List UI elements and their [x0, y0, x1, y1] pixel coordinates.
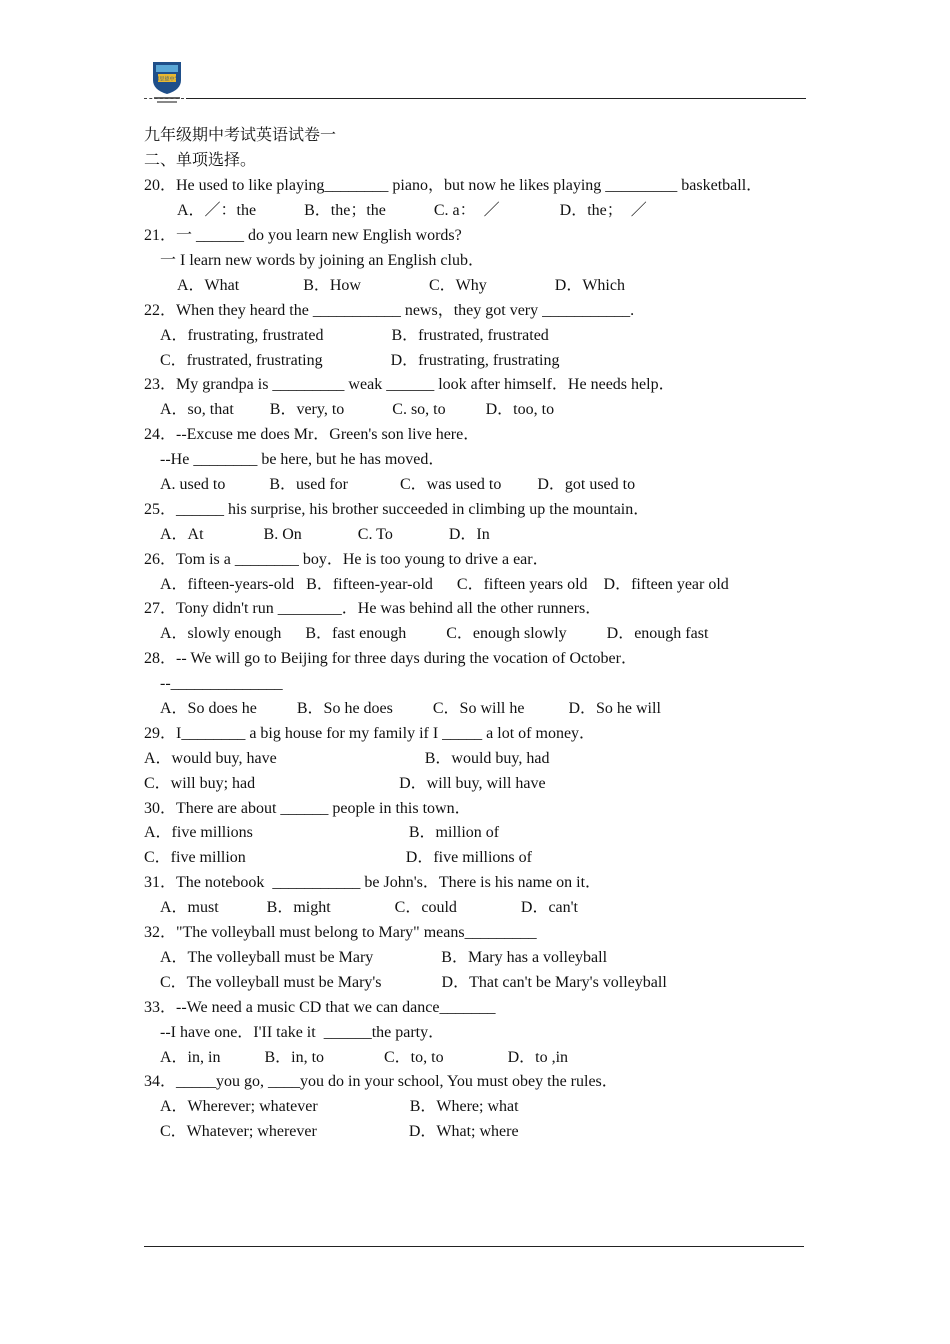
question-22: 22．When they heard the ___________ news，they got very ___________.: [144, 302, 635, 319]
options-32-cd: C．The volleyball must be Mary's D．That can't be Mary's volleyball: [160, 974, 667, 991]
question-34: 34．_____you go, ____you do in your school, You must obey the rules．: [144, 1073, 618, 1090]
options-34-ab: A．Wherever; whatever B．Where; what: [160, 1098, 519, 1115]
question-25: 25．______ his surprise, his brother succeeded in climbing up the mountain．: [144, 501, 650, 518]
question-27: 27．Tony didn't run ________．He was behind all the other runners．: [144, 600, 602, 617]
options-20: A．／：the B．the；the C. a： ／ D．the； ／: [177, 202, 647, 219]
question-30: 30．There are about ______ people in this town．: [144, 800, 471, 817]
header-rule: [186, 98, 806, 99]
question-32: 32．"The volleyball must belong to Mary" means_________: [144, 924, 537, 941]
question-23: 23．My grandpa is _________ weak ______ look after himself．He needs help．: [144, 376, 675, 393]
question-21: 21．一 ______ do you learn new English words?: [144, 227, 462, 244]
options-31: A．must B．might C．could D．can't: [160, 899, 578, 916]
question-28-reply: --______________: [160, 675, 283, 692]
options-30-ab: A．five millions B．million of: [144, 824, 500, 841]
options-26: A．fifteen-years-old B．fifteen-year-old C．fifteen years old D．fifteen year old: [160, 576, 729, 593]
exam-title: 九年级期中考试英语试卷一: [144, 127, 337, 144]
options-28: A．So does he B．So he does C．So will he D．So he will: [160, 700, 661, 717]
question-20: 20．He used to like playing________ piano，but now he likes playing _________ basketball．: [144, 177, 763, 194]
question-33-reply: --I have one．I'II take it ______the party．: [160, 1024, 445, 1041]
options-29-ab: A．would buy, have B．would buy, had: [144, 750, 550, 767]
question-26: 26．Tom is a ________ boy．He is too young to drive a ear．: [144, 551, 549, 568]
options-34-cd: C．Whatever; wherever D．What; where: [160, 1123, 519, 1140]
header-dash: [144, 98, 184, 99]
section-heading: 二、单项选择。: [144, 152, 257, 169]
options-27: A．slowly enough B．fast enough C．enough slowly D．enough fast: [160, 625, 709, 642]
question-24: 24．--Excuse me does Mr．Green's son live here．: [144, 426, 480, 443]
footer-rule: [144, 1246, 804, 1247]
question-33: 33．--We need a music CD that we can dance_______: [144, 999, 496, 1016]
question-29: 29．I________ a big house for my family if I _____ a lot of money．: [144, 725, 596, 742]
options-21: A．What B．How C．Why D．Which: [177, 277, 625, 294]
options-29-cd: C．will buy; had D．will buy, will have: [144, 775, 546, 792]
question-28: 28．-- We will go to Beijing for three days during the vocation of October．: [144, 650, 637, 667]
options-30-cd: C．five million D．five millions of: [144, 849, 532, 866]
options-22-ab: A．frustrating, frustrated B．frustrated, frustrated: [160, 327, 549, 344]
options-33: A．in, in B．in, to C．to, to D．to ,in: [160, 1049, 569, 1066]
question-31: 31．The notebook ___________ be John's．There is his name on it．: [144, 874, 602, 891]
options-32-ab: A．The volleyball must be Mary B．Mary has a volleyball: [160, 949, 608, 966]
question-21-reply: 一 I learn new words by joining an English club．: [160, 252, 484, 269]
options-24: A. used to B．used for C．was used to D．got used to: [160, 476, 636, 493]
options-23: A．so, that B．very, to C. so, to D．too, to: [160, 401, 555, 418]
logo-text: 博思德中学: [154, 76, 180, 83]
options-22-cd: C．frustrated, frustrating D．frustrating, frustrating: [160, 352, 560, 369]
options-25: A．At B. On C. To D．In: [160, 526, 490, 543]
question-24-reply: --He ________ be here, but he has moved．: [160, 451, 445, 468]
